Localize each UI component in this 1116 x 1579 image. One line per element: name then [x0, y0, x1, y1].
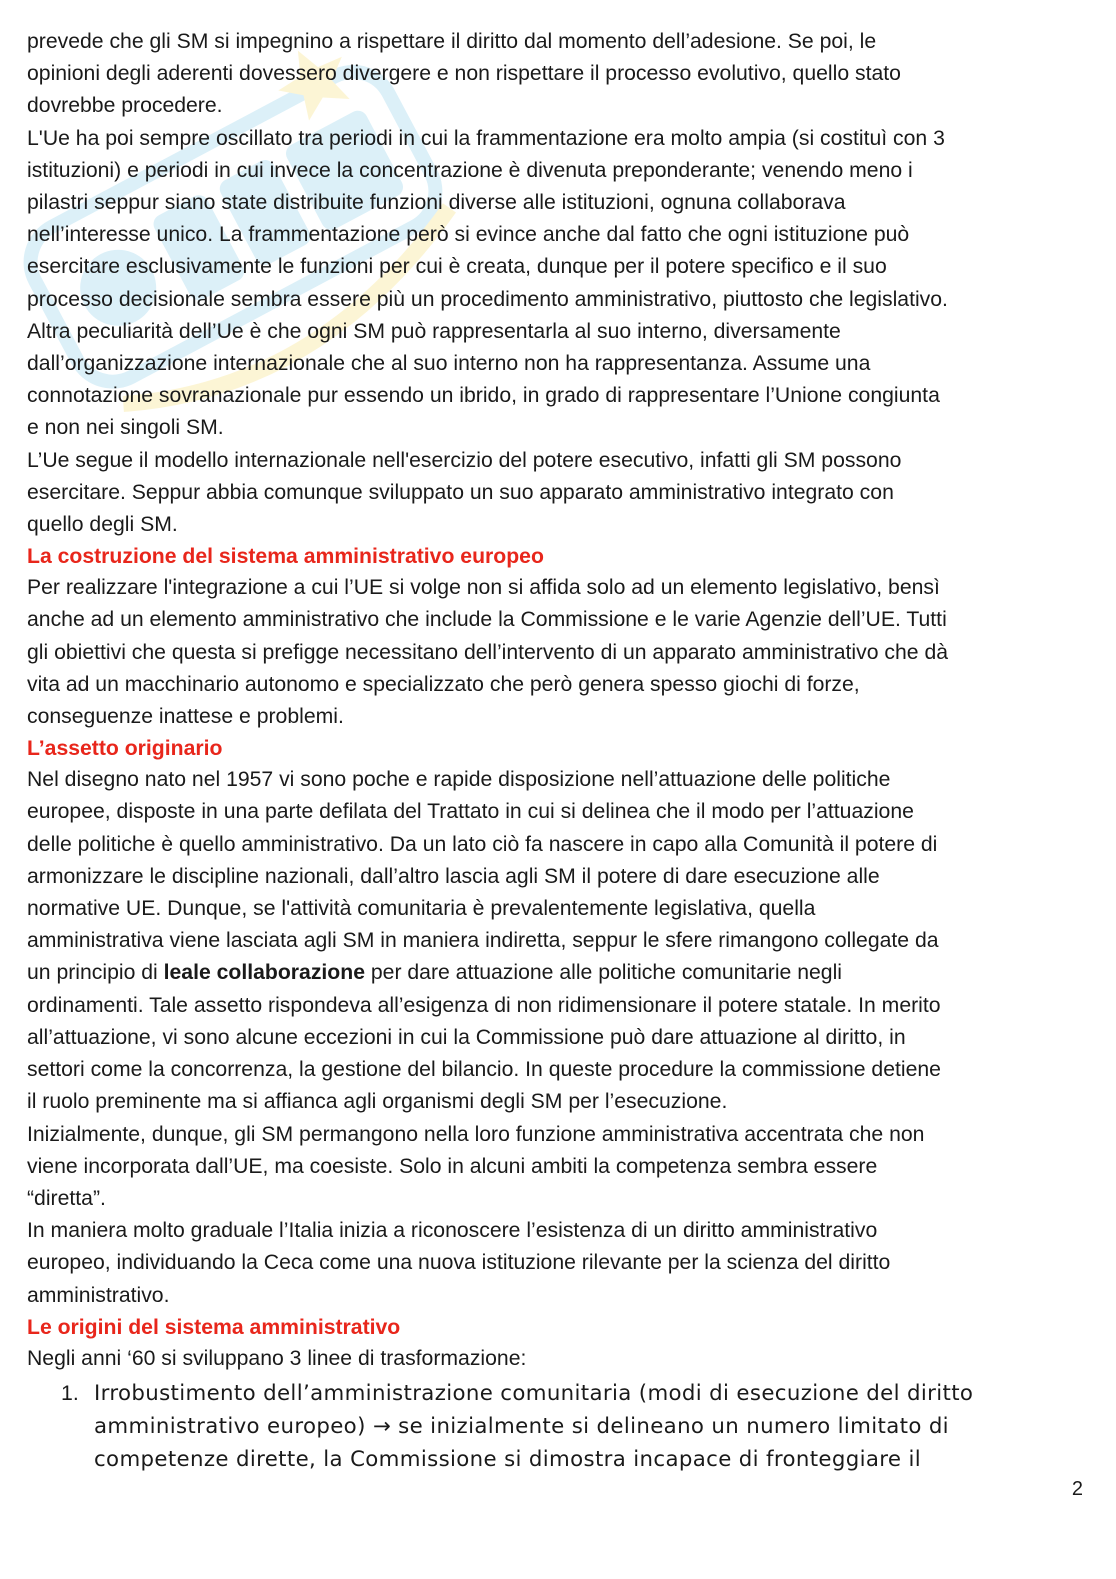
heading-costruzione: La costruzione del sistema amministrativo europeo — [27, 545, 544, 569]
paragraph-peculiarita: Altra peculiarità dell’Ue è che ogni SM può rappresentarla al suo interno, diversamente dall’organizzazione internazionale che al suo interno non ha rappresentanza. Assume una connotazione sovranazionale pur essendo un ibrido, in grado di rappresentare l’Unione congiunta e non nei singoli SM. — [27, 319, 940, 440]
list-item — [27, 1377, 1089, 1476]
heading-origini: Le origini del sistema amministrativo — [27, 1315, 401, 1339]
paragraph-italia: In maniera molto graduale l’Italia inizia a riconoscere l’esistenza di un diritto amministrativo europeo, individuando la Ceca come una nuova istituzione rilevante per la scienza del diritto amministrativo. — [27, 1219, 891, 1307]
paragraph-adesione: prevede che gli SM si impegnino a rispettare il diritto dal momento dell’adesione. Se poi, le opinioni degli aderenti dovessero divergere e non rispettare il processo evolutivo, quello stato dovrebbe procedere. — [27, 30, 901, 118]
paragraph-disegno-1957 — [27, 764, 1089, 1118]
paragraph-anni-60: Negli anni ‘60 si sviluppano 3 linee di trasformazione: — [27, 1346, 527, 1370]
paragraph-text: Nel disegno nato nel 1957 vi sono poche e rapide disposizione nell’attuazione delle politiche europee, disposte in una parte defilata del Trattato in cui si delinea che il modo per l’attuazione delle politiche è quello amministrativo. Da un lato ciò fa nascere in capo alla Comunità il potere di armonizzare le discipline nazionali, dall’altro lascia agli SM il potere di dare esecuzione alle normative UE. Dunque, se l'attività comunitaria è prevalentemente legislativa, quella amministrativa viene lasciata agli SM in maniera indiretta, seppur le sfere rimangono collegate da un principio di — [27, 768, 939, 985]
list-item-text: Irrobustimento dell’amministrazione comunitaria (modi di esecuzione del diritto amministrativo europeo) → se inizialmente si delineano un numero limitato di competenze dirette, la Commissione si dimostra incapace di fronteggiare il — [94, 1380, 974, 1472]
paragraph-inizialmente: Inizialmente, dunque, gli SM permangono nella loro funzione amministrativa accentrata che non viene incorporata dall’UE, ma coesiste. Solo in alcuni ambiti la competenza sembra essere “diretta”. — [27, 1122, 925, 1210]
document-page — [27, 26, 1089, 1476]
paragraph-modello-internazionale: L’Ue segue il modello internazionale nell'esercizio del potere esecutivo, infatti gli SM possono esercitare. Seppur abbia comunque sviluppato un suo apparato amministrativo integrato con quello degli SM. — [27, 448, 902, 537]
paragraph-frammentazione: L'Ue ha poi sempre oscillato tra periodi in cui la frammentazione era molto ampia (si costituì con 3 istituzioni) e periodi in cui invece la concentrazione è divenuta preponderante; venendo meno i pilastri seppur siano state distribuite funzioni diverse alle istituzioni, ognuna collaborava nell’interesse unico. La frammentazione però si evince anche dal fatto che ogni istituzione può esercitare esclusivamente le funzioni per cui è creata, dunque per il potere specifico e il suo processo decisionale sembra essere più un procedimento amministrativo, piuttosto che legislativo. — [27, 126, 948, 311]
page-number: 2 — [1071, 1478, 1083, 1500]
paragraph-text: per dare attuazione alle politiche comunitarie negli ordinamenti. Tale assetto rispondeva all’esigenza di non ridimensionare il potere statale. In merito all’attuazione, vi sono alcune eccezioni in cui la Commissione può dare attuazione al diritto, in settori come la concorrenza, la gestione del bilancio. In queste procedure la commissione detiene il ruolo preminente ma si affianca agli organismi degli SM per l’esecuzione. — [27, 961, 941, 1114]
paragraph-integrazione: Per realizzare l'integrazione a cui l’UE si volge non si affida solo ad un elemento legislativo, bensì anche ad un elemento amministrativo che include la Commissione e le varie Agenzie dell’UE. Tutti gli obiettivi che questa si prefigge necessitano dell’intervento di un apparato amministrativo che dà vita ad un macchinario autonomo e specializzato che però genera spesso giochi di forze, conseguenze inattese e problemi. — [27, 576, 949, 729]
bold-term: leale collaborazione — [163, 961, 365, 985]
heading-assetto-originario: L’assetto originario — [27, 737, 223, 761]
list-item-number: 1. — [61, 1380, 79, 1405]
transformation-list — [27, 1377, 1089, 1476]
